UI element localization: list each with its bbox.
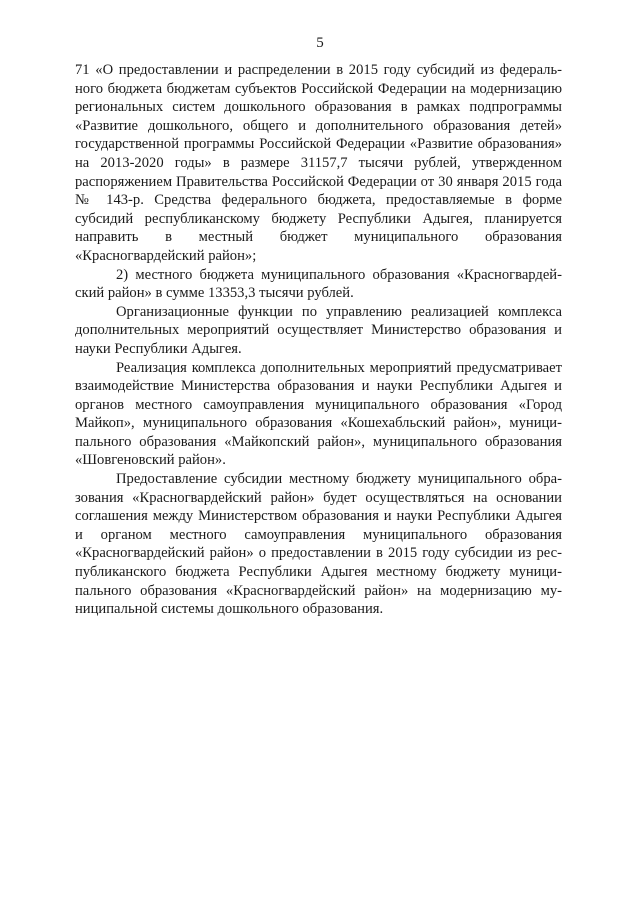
paragraph-subsidy-provision: Предоставление субсидии местному бюджету муниципального образования «Красногвардейский район» будет осуществляться на основании соглашения между Министерством образования и науки Республики Адыгея и органом местного самоуправления муниципального образования «Красногвардейский район» о предоставлении в 2015 году субсидии из республиканского бюджета Республики Адыгея местному бюджету муниципального образования «Красногвардейский район» на модернизацию муниципальной системы дошкольного образования. [75,471,562,618]
document-body [75,61,562,619]
paragraph-subsidy-federal: 71 «О предоставлении и распределении в 2015 году субсидий из федерального бюджета бюджетам субъектов Российской Федерации на модернизацию региональных систем дошкольного образования в рамках подпрограммы «Развитие дошкольного, общего и дополнительного образования детей» государственной программы Российской Федерации «Развитие образования» на 2013-2020 годы» в размере 31157,7 тысячи рублей, утвержденном распоряжением Правительства Российской Федерации от 30 января 2015 года № 143-р. Средства федерального бюджета, предоставляемые в форме субсидий республиканскому бюджету Республики Адыгея, планируется направить в местный бюджет муниципального образования «Красногвардейский район»; [75,62,562,264]
page-number: 5 [316,35,324,51]
paragraph-local-budget: 2) местного бюджета муниципального образования «Красногвардейский район» в сумме 13353,3 тысячи рублей. [75,266,562,302]
paragraph-implementation-interaction: Реализация комплекса дополнительных мероприятий предусматривает взаимодействие Министерства образования и науки Республики Адыгея и органов местного самоуправления муниципального образования «Город Майкоп», муниципального образования «Кошехабльский район», муниципального образования «Майкопский район», муниципального образования «Шовгеновский район». [75,359,562,469]
paragraph-organizational-functions: Организационные функции по управлению реализацией комплекса дополнительных мероприятий осуществляет Министерство образования и науки Республики Адыгея. [75,303,562,357]
